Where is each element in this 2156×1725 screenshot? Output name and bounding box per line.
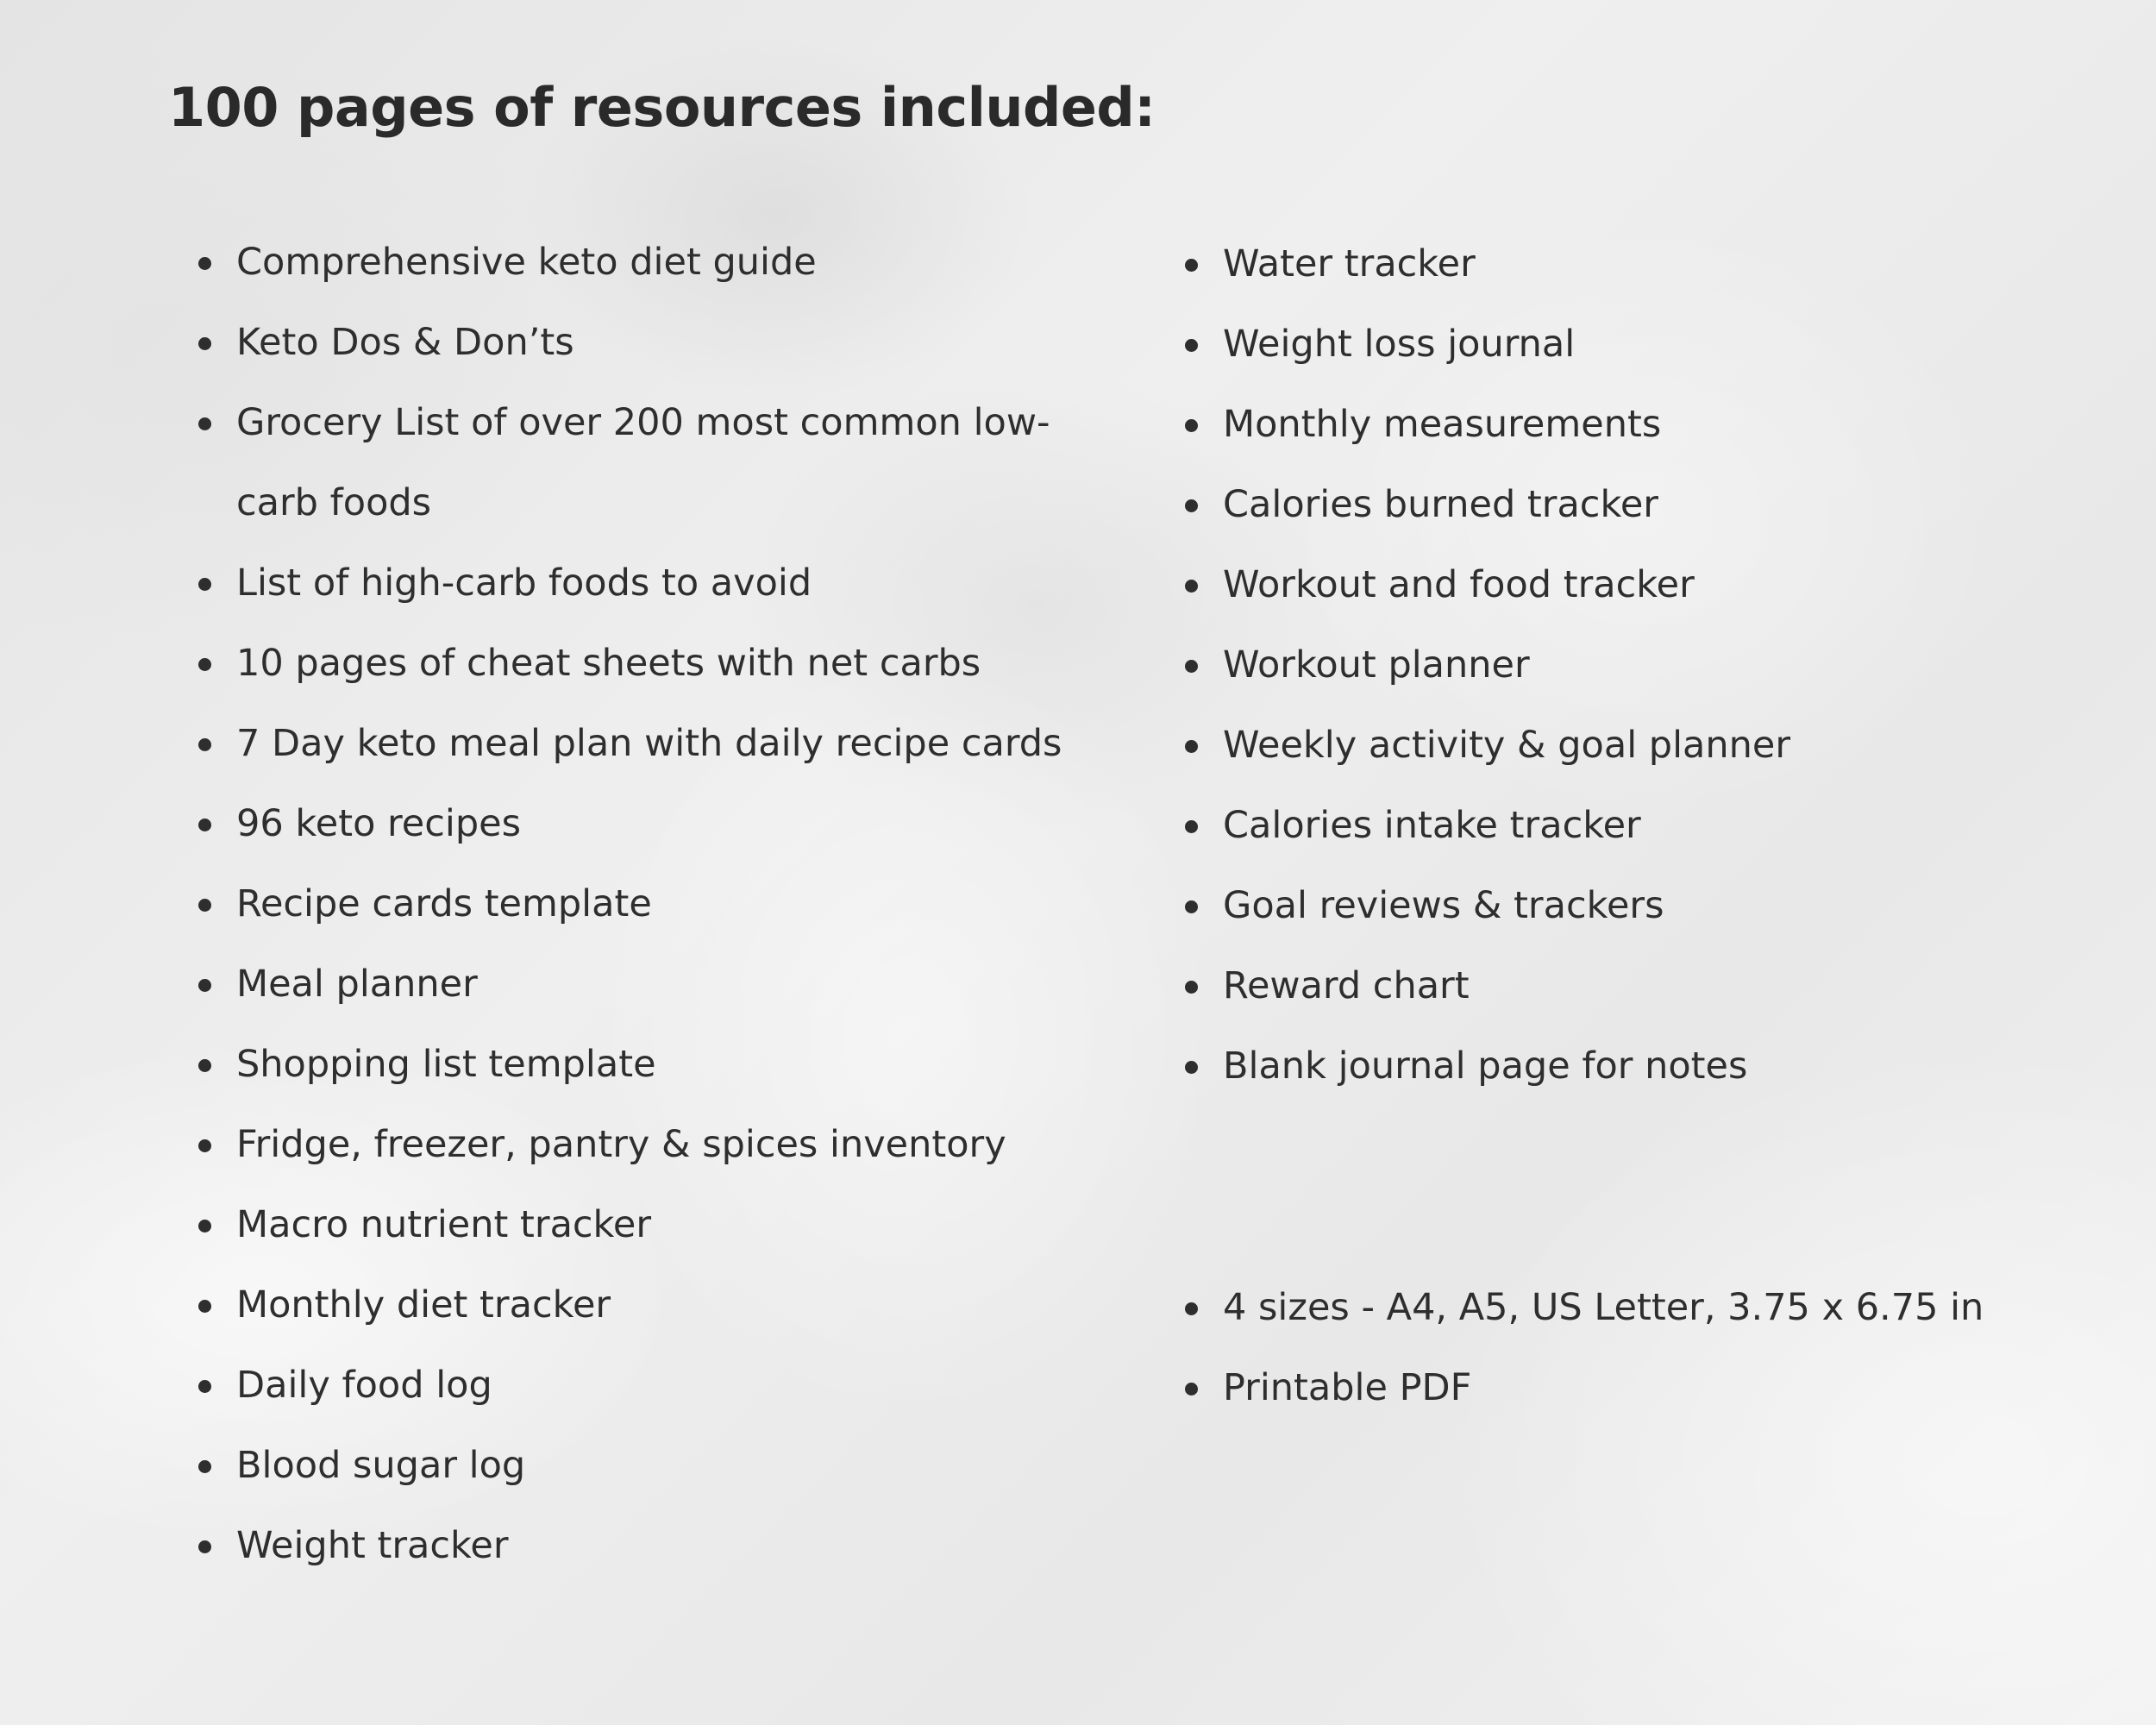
list-item-label: Weight tracker	[236, 1524, 509, 1567]
list-item	[1185, 385, 2134, 465]
list-item-label: Weekly activity & goal planner	[1223, 724, 1791, 767]
list-item-label: Monthly diet tracker	[236, 1283, 611, 1327]
list-item	[1185, 545, 2134, 625]
bullet-icon	[198, 337, 211, 350]
bullet-icon	[198, 1540, 211, 1553]
bullet-icon	[1185, 1061, 1198, 1074]
list-item	[1185, 866, 2134, 946]
list-item-label: 96 keto recipes	[236, 802, 521, 845]
list-item-label: Printable PDF	[1223, 1366, 1472, 1409]
list-item-label: Workout planner	[1223, 643, 1530, 687]
list-item-label: Weight loss journal	[1223, 323, 1576, 366]
bullet-icon	[1185, 660, 1198, 673]
bullet-icon	[1185, 1383, 1198, 1396]
list-item	[198, 1426, 1112, 1506]
bullet-icon	[198, 1059, 211, 1072]
bullet-icon	[198, 1460, 211, 1473]
list-item	[198, 1025, 1112, 1105]
list-item-label: Grocery List of over 200 most common low-carb foods	[236, 401, 1050, 524]
list-item-label: Meal planner	[236, 963, 478, 1006]
resource-list-left	[198, 223, 1112, 1586]
list-item-label: 10 pages of cheat sheets with net carbs	[236, 642, 981, 685]
list-item	[198, 864, 1112, 944]
format-list	[1185, 1268, 2134, 1428]
bullet-icon	[198, 417, 211, 430]
list-item-label: Blank journal page for notes	[1223, 1044, 1748, 1088]
bullet-icon	[198, 1300, 211, 1313]
bullet-icon	[1185, 580, 1198, 593]
list-item	[1185, 304, 2134, 385]
page-title: 100 pages of resources included:	[168, 76, 1156, 139]
bullet-icon	[198, 979, 211, 992]
bullet-icon	[198, 1380, 211, 1393]
bullet-icon	[198, 257, 211, 270]
list-item	[198, 1506, 1112, 1586]
list-item	[198, 303, 1112, 383]
list-item	[198, 784, 1112, 864]
list-item	[1185, 1348, 2134, 1428]
list-item	[198, 704, 1112, 784]
list-item-label: Fridge, freezer, pantry & spices inventory	[236, 1123, 1006, 1166]
list-item-label: Calories intake tracker	[1223, 804, 1641, 847]
list-item-label: Reward chart	[1223, 964, 1470, 1007]
list-item-label: Shopping list template	[236, 1043, 656, 1086]
bullet-icon	[198, 1220, 211, 1233]
list-item-label: Macro nutrient tracker	[236, 1203, 652, 1246]
list-item-label: Comprehensive keto diet guide	[236, 241, 817, 284]
bullet-icon	[198, 819, 211, 831]
list-item	[198, 1185, 1112, 1265]
list-item	[1185, 1268, 2134, 1348]
list-item-label: Calories burned tracker	[1223, 483, 1658, 526]
bullet-icon	[1185, 339, 1198, 352]
list-item-label: Workout and food tracker	[1223, 563, 1695, 606]
list-item-label: Recipe cards template	[236, 882, 652, 925]
list-item-label: Goal reviews & trackers	[1223, 884, 1664, 927]
list-item-label: 4 sizes - A4, A5, US Letter, 3.75 x 6.75 in	[1223, 1286, 1984, 1329]
bullet-icon	[198, 899, 211, 912]
bullet-icon	[1185, 900, 1198, 913]
list-item	[198, 1346, 1112, 1426]
list-item-label: Water tracker	[1223, 242, 1476, 285]
bullet-icon	[198, 738, 211, 751]
bullet-icon	[1185, 419, 1198, 432]
list-item	[1185, 1026, 2134, 1107]
list-item	[198, 383, 1112, 543]
bullet-icon	[1185, 740, 1198, 753]
list-item	[1185, 786, 2134, 866]
resource-list-right	[1185, 224, 2134, 1107]
list-item	[198, 543, 1112, 624]
bullet-icon	[1185, 259, 1198, 272]
bullet-icon	[1185, 820, 1198, 833]
list-item	[1185, 706, 2134, 786]
bullet-icon	[198, 658, 211, 671]
list-item	[198, 624, 1112, 704]
list-item-label: 7 Day keto meal plan with daily recipe cards	[236, 722, 1062, 765]
list-item	[1185, 625, 2134, 706]
list-item	[198, 1265, 1112, 1346]
list-item	[198, 1105, 1112, 1185]
list-item-label: Monthly measurements	[1223, 403, 1662, 446]
list-item	[198, 223, 1112, 303]
list-item	[1185, 946, 2134, 1026]
list-item-label: Daily food log	[236, 1364, 492, 1407]
bullet-icon	[1185, 499, 1198, 512]
list-item	[1185, 465, 2134, 545]
bullet-icon	[1185, 981, 1198, 994]
bullet-icon	[198, 1139, 211, 1152]
list-item	[1185, 224, 2134, 304]
list-item-label: Keto Dos & Don’ts	[236, 321, 574, 364]
list-item-label: Blood sugar log	[236, 1444, 526, 1487]
list-item	[198, 944, 1112, 1025]
bullet-icon	[1185, 1302, 1198, 1315]
bullet-icon	[198, 578, 211, 591]
list-item-label: List of high-carb foods to avoid	[236, 561, 812, 605]
